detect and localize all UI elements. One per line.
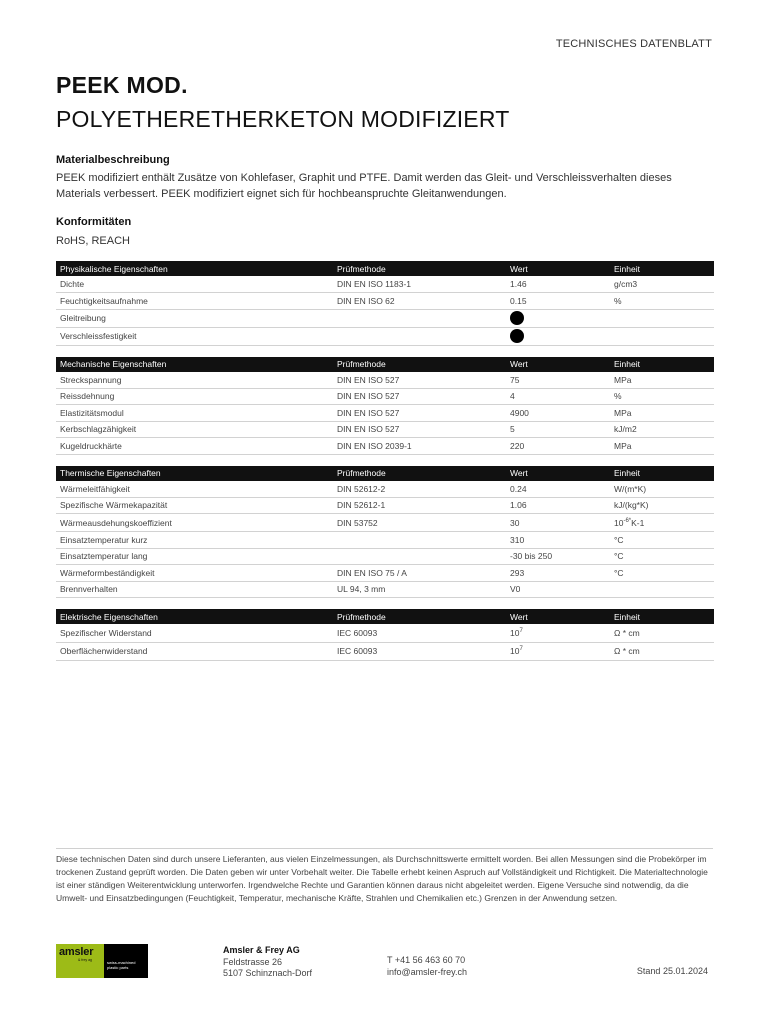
cell-value: $10^7$ xyxy=(506,624,610,642)
table-header-row xyxy=(56,261,714,276)
cell-method: UL 94, 3 mm xyxy=(333,581,506,598)
document-type: TECHNISCHES DATENBLATT xyxy=(555,38,712,50)
cell-unit: MPa xyxy=(610,438,714,455)
rating-dot-icon xyxy=(510,329,524,343)
cell-method xyxy=(333,309,506,327)
cell-property: Wärmeformbeständigkeit xyxy=(56,565,333,582)
cell-method: DIN EN ISO 527 xyxy=(333,405,506,422)
cell-method: DIN EN ISO 527 xyxy=(333,388,506,405)
cell-unit: W/(m*K) xyxy=(610,481,714,498)
table-header-row xyxy=(56,357,714,372)
column-header-unit: Einheit xyxy=(610,261,714,276)
cell-property: Dichte xyxy=(56,276,333,293)
cell-property: Verschleissfestigkeit xyxy=(56,327,333,345)
cell-method: DIN EN ISO 62 xyxy=(333,293,506,310)
cell-value: 30 xyxy=(506,514,610,532)
contact-phone: T +41 56 463 60 70 xyxy=(387,955,466,965)
column-header-value: Wert xyxy=(506,466,610,481)
conformity-text: RoHS, REACH xyxy=(56,235,130,247)
column-header-method: Prüfmethode xyxy=(333,466,506,481)
revision-date: Stand 25.01.2024 xyxy=(636,966,708,976)
table-row xyxy=(56,309,714,327)
cell-property: Spezifischer Widerstand xyxy=(56,624,333,642)
cell-property: Kerbschlagzähigkeit xyxy=(56,421,333,438)
cell-property: Spezifische Wärmekapazität xyxy=(56,497,333,514)
table-row xyxy=(56,548,714,565)
table-row xyxy=(56,276,714,293)
cell-unit: % xyxy=(610,388,714,405)
cell-value: 4900 xyxy=(506,405,610,422)
properties-table xyxy=(56,609,714,661)
cell-value: 0.15 xyxy=(506,293,610,310)
cell-property: Wärmeleitfähigkeit xyxy=(56,481,333,498)
column-header-unit: Einheit xyxy=(610,609,714,624)
cell-property: Streckspannung xyxy=(56,372,333,389)
logo-brand-subtext: & frey ag xyxy=(78,958,93,962)
table-row xyxy=(56,481,714,498)
cell-method: DIN 52612-1 xyxy=(333,497,506,514)
cell-unit: °C xyxy=(610,565,714,582)
cell-value: 4 xyxy=(506,388,610,405)
cell-method: DIN EN ISO 527 xyxy=(333,421,506,438)
conformity-heading: Konformitäten xyxy=(56,216,132,228)
cell-value: 5 xyxy=(506,421,610,438)
table-row xyxy=(56,438,714,455)
column-header-value: Wert xyxy=(506,261,610,276)
cell-property: Feuchtigkeitsaufnahme xyxy=(56,293,333,310)
cell-value: 1.06 xyxy=(506,497,610,514)
cell-unit: $10^{-6*}K-1$ xyxy=(610,514,714,532)
cell-value: $10^7$ xyxy=(506,642,610,660)
cell-method: DIN 52612-2 xyxy=(333,481,506,498)
product-subtitle: POLYETHERETHERKETON MODIFIZIERT xyxy=(56,106,510,132)
cell-method: DIN EN ISO 2039-1 xyxy=(333,438,506,455)
cell-property: Brennverhalten xyxy=(56,581,333,598)
description-text: PEEK modifiziert enthält Zusätze von Kohlefaser, Graphit und PTFE. Damit werden das Gleit- und Verschleissverhalten dieses Materials verbessert. PEEK modifiziert eignet sich für hochbeanspruchte Gleitanwendungen. xyxy=(56,172,672,200)
description-heading: Materialbeschreibung xyxy=(56,154,170,166)
cell-unit: °C xyxy=(610,548,714,565)
table-header-row xyxy=(56,609,714,624)
cell-method: DIN EN ISO 75 / A xyxy=(333,565,506,582)
cell-value xyxy=(506,309,610,327)
cell-method xyxy=(333,532,506,549)
column-header-unit: Einheit xyxy=(610,466,714,481)
table-row xyxy=(56,293,714,310)
cell-property: Elastizitätsmodul xyxy=(56,405,333,422)
table-row xyxy=(56,388,714,405)
company-street: Feldstrasse 26 xyxy=(223,956,283,967)
table-row xyxy=(56,497,714,514)
column-header-property: Thermische Eigenschaften xyxy=(56,466,333,481)
logo-brand-text: amsler xyxy=(59,946,94,958)
cell-unit: kJ/m2 xyxy=(610,421,714,438)
table-row xyxy=(56,421,714,438)
table-row xyxy=(56,405,714,422)
column-header-value: Wert xyxy=(506,357,610,372)
column-header-method: Prüfmethode xyxy=(333,609,506,624)
contact-email: info@amsler-frey.ch xyxy=(387,966,467,977)
cell-value: -30 bis 250 xyxy=(506,548,610,565)
column-header-property: Elektrische Eigenschaften xyxy=(56,609,333,624)
company-contact xyxy=(387,955,467,978)
cell-unit xyxy=(610,327,714,345)
table-row xyxy=(56,532,714,549)
cell-unit: MPa xyxy=(610,405,714,422)
cell-value: 310 xyxy=(506,532,610,549)
property-tables xyxy=(56,261,714,672)
cell-value: 0.24 xyxy=(506,481,610,498)
rating-dot-icon xyxy=(510,311,524,325)
cell-property: Einsatztemperatur lang xyxy=(56,548,333,565)
table-header-row xyxy=(56,466,714,481)
cell-unit: MPa xyxy=(610,372,714,389)
column-header-unit: Einheit xyxy=(610,357,714,372)
cell-unit: Ω * cm xyxy=(610,642,714,660)
properties-table xyxy=(56,357,714,455)
table-row xyxy=(56,581,714,598)
cell-method: IEC 60093 xyxy=(333,642,506,660)
table-row xyxy=(56,514,714,532)
cell-unit: kJ/(kg*K) xyxy=(610,497,714,514)
cell-property: Kugeldruckhärte xyxy=(56,438,333,455)
table-row xyxy=(56,642,714,660)
cell-method: DIN EN ISO 527 xyxy=(333,372,506,389)
cell-method xyxy=(333,327,506,345)
product-title: PEEK MOD. xyxy=(56,72,188,98)
column-header-method: Prüfmethode xyxy=(333,357,506,372)
cell-unit: °C xyxy=(610,532,714,549)
cell-property: Oberflächenwiderstand xyxy=(56,642,333,660)
cell-property: Einsatztemperatur kurz xyxy=(56,532,333,549)
cell-value: 1.46 xyxy=(506,276,610,293)
cell-unit: g/cm3 xyxy=(610,276,714,293)
column-header-value: Wert xyxy=(506,609,610,624)
footnote-divider xyxy=(56,848,713,849)
cell-method: DIN 53752 xyxy=(333,514,506,532)
column-header-method: Prüfmethode xyxy=(333,261,506,276)
company-city: 5107 Schinznach-Dorf xyxy=(223,968,313,978)
cell-unit xyxy=(610,309,714,327)
cell-value: 293 xyxy=(506,565,610,582)
cell-property: Gleitreibung xyxy=(56,309,333,327)
cell-value: V0 xyxy=(506,581,610,598)
cell-property: Wärmeausdehungskoeffizient xyxy=(56,514,333,532)
cell-unit xyxy=(610,581,714,598)
cell-method: IEC 60093 xyxy=(333,624,506,642)
table-row xyxy=(56,565,714,582)
company-name: Amsler & Frey AG xyxy=(223,945,300,955)
properties-table xyxy=(56,466,714,599)
cell-value: 75 xyxy=(506,372,610,389)
cell-value: 220 xyxy=(506,438,610,455)
cell-method: DIN EN ISO 1183-1 xyxy=(333,276,506,293)
cell-value xyxy=(506,327,610,345)
cell-unit: % xyxy=(610,293,714,310)
column-header-property: Physikalische Eigenschaften xyxy=(56,261,333,276)
company-address xyxy=(223,945,312,980)
logo-green-block xyxy=(56,944,104,978)
table-row xyxy=(56,372,714,389)
properties-table xyxy=(56,261,714,346)
table-row xyxy=(56,327,714,345)
cell-method xyxy=(333,548,506,565)
logo-black-block xyxy=(104,944,148,978)
cell-property: Reissdehnung xyxy=(56,388,333,405)
cell-unit: Ω * cm xyxy=(610,624,714,642)
company-logo xyxy=(56,944,148,978)
column-header-property: Mechanische Eigenschaften xyxy=(56,357,333,372)
table-row xyxy=(56,624,714,642)
logo-claim: swiss-machined plastic parts xyxy=(107,960,136,970)
disclaimer-text: Diese technischen Daten sind durch unsere Lieferanten, aus vielen Einzelmessungen, als Durchschnittswerte ermittelt worden. Bei allen Messungen sind die Probekörper im trockenen Zustand geprüft worden. Die Daten geben wir unter Vorbehalt weiter. Die Tabelle erhebt keinen Aspruch auf Vollständigkeit und Richtigkeit. Die Materialtechnologie ist einer ständigen Weiterentwicklung unterworfen. Irgendwelche Rechte und Garantien können daraus nicht abgeleitet werden. Eigene Versuche sind notwendig, da die Umwelt- und Einsatzbedingungen (Feuchtigkeit, Temperatur, mechanische Kräfte, Strahlen und Chemikalien etc.) Grenzen in der Anwendung setzen. xyxy=(56,854,708,903)
